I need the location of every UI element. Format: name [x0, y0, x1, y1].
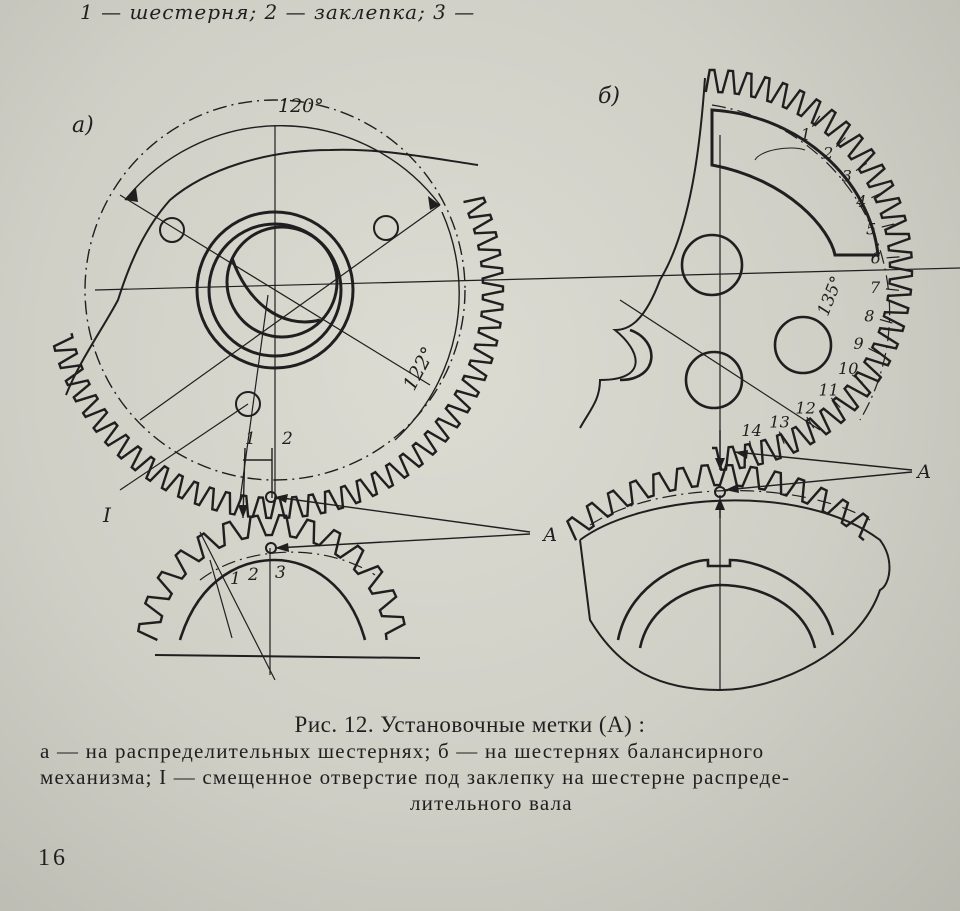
- gear-a-mark-2: 2: [282, 429, 293, 449]
- gear-b-number: 12: [795, 398, 816, 418]
- caption-line-1: а — на распределительных шестернях; б — на шестернях балансирного: [40, 739, 765, 763]
- gear-b-number: 5: [866, 219, 877, 239]
- gear-b-number: 3: [841, 166, 852, 186]
- header-text-fragment: 1 — шестерня; 2 — заклепка; 3 —: [80, 0, 476, 24]
- balancer-hole: [775, 317, 831, 373]
- gear-b-number: 11: [818, 380, 839, 400]
- mark-arrows-b: [725, 450, 912, 493]
- crank-mark-3: 3: [275, 563, 286, 583]
- angle-label-120: 120°: [278, 95, 324, 117]
- figure-caption: [30, 712, 950, 816]
- drive-gear-body-b: [580, 500, 889, 690]
- balancer-window: [712, 110, 878, 255]
- page-number: 16: [38, 845, 68, 871]
- mark-label-a-right: А: [917, 461, 932, 483]
- crank-gear-cut: [155, 655, 420, 658]
- keyway-arc: [618, 560, 833, 640]
- caption-title: Рис. 12. Установочные метки (А) :: [294, 712, 646, 737]
- gear-a-mark-1: 1: [245, 429, 256, 449]
- caption-line-2: механизма; I — смещенное отверстие под заклепку на шестерне распреде-: [40, 765, 791, 789]
- gear-b-number: 2: [823, 143, 834, 163]
- crank-mark-1: 1: [230, 569, 241, 589]
- rivet-hole: [374, 216, 398, 240]
- gear-b-number: 14: [741, 421, 762, 441]
- drive-gear-outline-b: [567, 465, 868, 540]
- gear-b-arrow: [886, 289, 899, 290]
- angle-label-135: 135°: [813, 273, 848, 319]
- gear-b-arrow: [856, 163, 867, 170]
- panel-a-label: а): [72, 113, 94, 138]
- gear-b-number: 9: [853, 333, 864, 353]
- gear-b-number: 1: [800, 124, 811, 144]
- timing-mark-dot-lower: [266, 543, 276, 553]
- gear-b-number: 7: [870, 277, 881, 297]
- gear-b-number: 4: [856, 191, 867, 211]
- panel-b-label: б): [598, 84, 621, 109]
- balancer-hole: [682, 235, 742, 295]
- caption-line-3: лительного вала: [410, 791, 573, 815]
- gear-b-number: 8: [864, 306, 875, 326]
- angle-arc-120: [125, 126, 440, 205]
- crank-hub-arc: [180, 560, 365, 640]
- panel-a-crank-gear: [138, 515, 420, 680]
- gear-b-arrow: [887, 257, 900, 258]
- gear-b-number: 6: [870, 248, 881, 268]
- offset-hole-label: I: [103, 503, 111, 527]
- mark-label-a-left: А: [543, 524, 558, 546]
- gear-b-number: 10: [838, 358, 859, 378]
- angle-label-122: 122°: [398, 343, 440, 395]
- crank-mark-2: 2: [248, 565, 259, 585]
- panel-b-lower-gear: [567, 465, 889, 690]
- crankshaft-gear-outline: [138, 515, 404, 640]
- gear-b-number: 13: [769, 412, 790, 432]
